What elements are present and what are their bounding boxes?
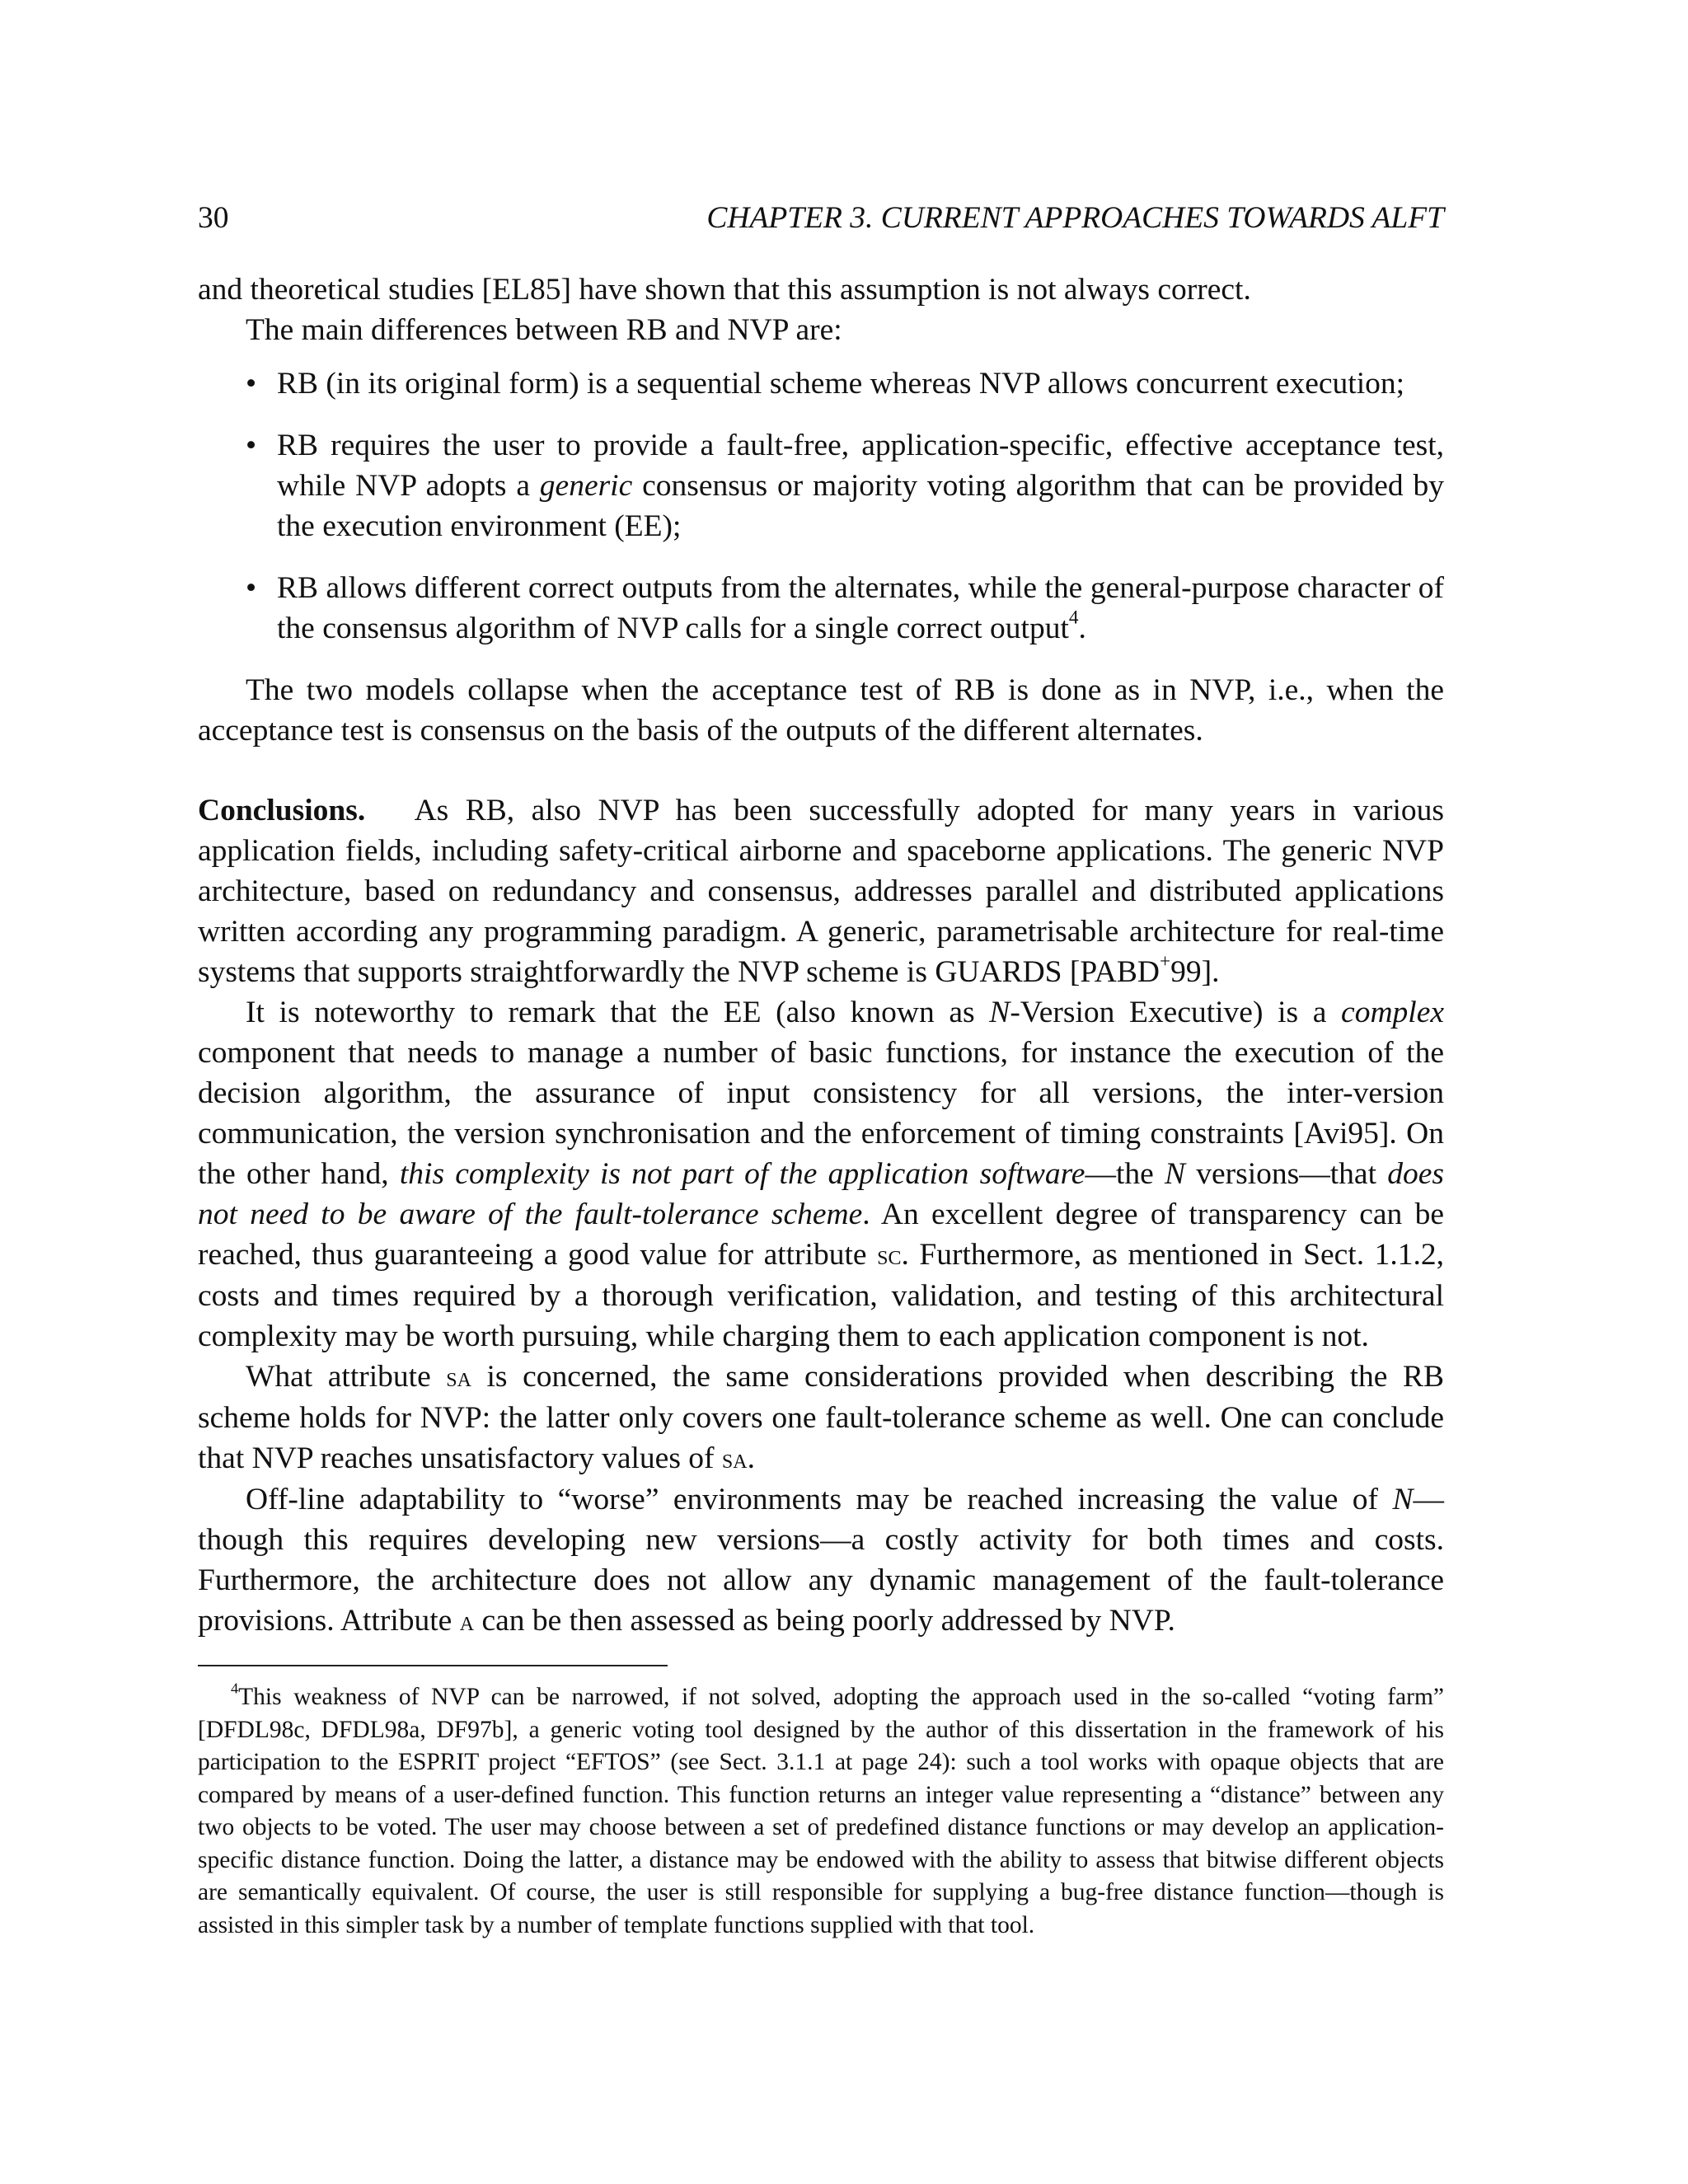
page-header [198, 198, 1444, 238]
footnote-mark: 4 [231, 1680, 239, 1697]
page [198, 198, 1444, 1942]
list-item: • RB allows different correct outputs from the alternates, while the general-purpose character of the consensus algorithm of NVP calls for a single correct output$^4$. [198, 568, 1444, 649]
paragraph-continued: and theoretical studies [EL85] have shown that this assumption is not always correct. [198, 273, 1251, 307]
footnote-divider [198, 1665, 668, 1666]
footnote-ref[interactable]: 4 [1068, 607, 1079, 629]
differences-list [198, 363, 1444, 649]
bullet-icon: • [246, 429, 257, 462]
list-item: • RB requires the user to provide a fault-free, application-specific, effective acceptance test, while NVP adopts a generic consensus or majority voting algorithm that can be provided by the execution environment (EE); [198, 425, 1444, 546]
bullet-icon: • [246, 571, 257, 605]
paragraph-offline: Off-line adaptability to “worse” environments may be reached increasing the value of N—though this requires developing new versions—a costly activity for both times and costs. Furthermore, the architecture does not allow any dynamic management of the fault-tolerance provisions. Attribute a can be then assessed as being poorly addressed by NVP. [198, 1483, 1444, 1638]
paragraph-differences: The main differences between RB and NVP are: [246, 313, 842, 347]
paragraph-sa: What attribute sa is concerned, the same considerations provided when describing the RB scheme holds for NVP: the latter only covers one fault-tolerance scheme as well. One can conclude that NVP reaches unsatisfactory values of sa. [198, 1360, 1444, 1475]
list-item: • RB (in its original form) is a sequential scheme whereas NVP allows concurrent execution; [198, 363, 1444, 404]
paragraph-collapse: The two models collapse when the acceptance test of RB is done as in NVP, i.e., when the acceptance test is consensus on the basis of the outputs of the different alternates. [198, 673, 1444, 748]
running-head: CHAPTER 3. CURRENT APPROACHES TOWARDS ALFT [706, 201, 1444, 235]
bullet-icon: • [246, 367, 257, 401]
footnote: $^4$This weakness of NVP can be narrowed, if not solved, adopting the approach used in the so-called “voting farm” [DFDL98c, DFDL98a, DF97b], a generic voting tool designed by the author of this dissertation in the framework of his participation to the ESPRIT project “EFTOS” (see Sect. 3.1.1 at page 24): such a tool works with opaque objects that are compared by means of a user-defined function. This function returns an integer value representing a “distance” between any two objects to be voted. The user may choose between a set of predefined distance functions or may develop an application-specific distance function. Doing the latter, a distance may be endowed with the ability to assess that bitwise different objects are semantically equivalent. Of course, the user is still responsible for supplying a bug-free distance function—though is assisted in this simpler task by a number of template functions supplied with that tool. [198, 1680, 1444, 1938]
paragraph-noteworthy: It is noteworthy to remark that the EE (also known as N-Version Executive) is a complex component that needs to manage a number of basic functions, for instance the execution of the decision algorithm, the assurance of input consistency for all versions, the inter-version communication, the version synchronisation and the enforcement of timing constraints [Avi95]. On the other hand, this complexity is not part of the application software—the N versions—that does not need to be aware of the fault-tolerance scheme. An excellent degree of transparency can be reached, thus guaranteeing a good value for attribute sc. Furthermore, as mentioned in Sect. 1.1.2, costs and times required by a thorough verification, validation, and testing of this architectural complexity may be worth pursuing, while charging them to each application component is not. [198, 996, 1444, 1353]
conclusions-heading: Conclusions. [198, 794, 366, 827]
paragraph-conclusions: Conclusions. As RB, also NVP has been successfully adopted for many years in various application fields, including safety-critical airborne and spaceborne applications. The generic NVP architecture, based on redundancy and consensus, addresses parallel and distributed applications written according any programming paradigm. A generic, parametrisable architecture for real-time systems that supports straightforwardly the NVP scheme is GUARDS [PABD+99]. [198, 794, 1444, 989]
page-number: 30 [198, 201, 229, 235]
